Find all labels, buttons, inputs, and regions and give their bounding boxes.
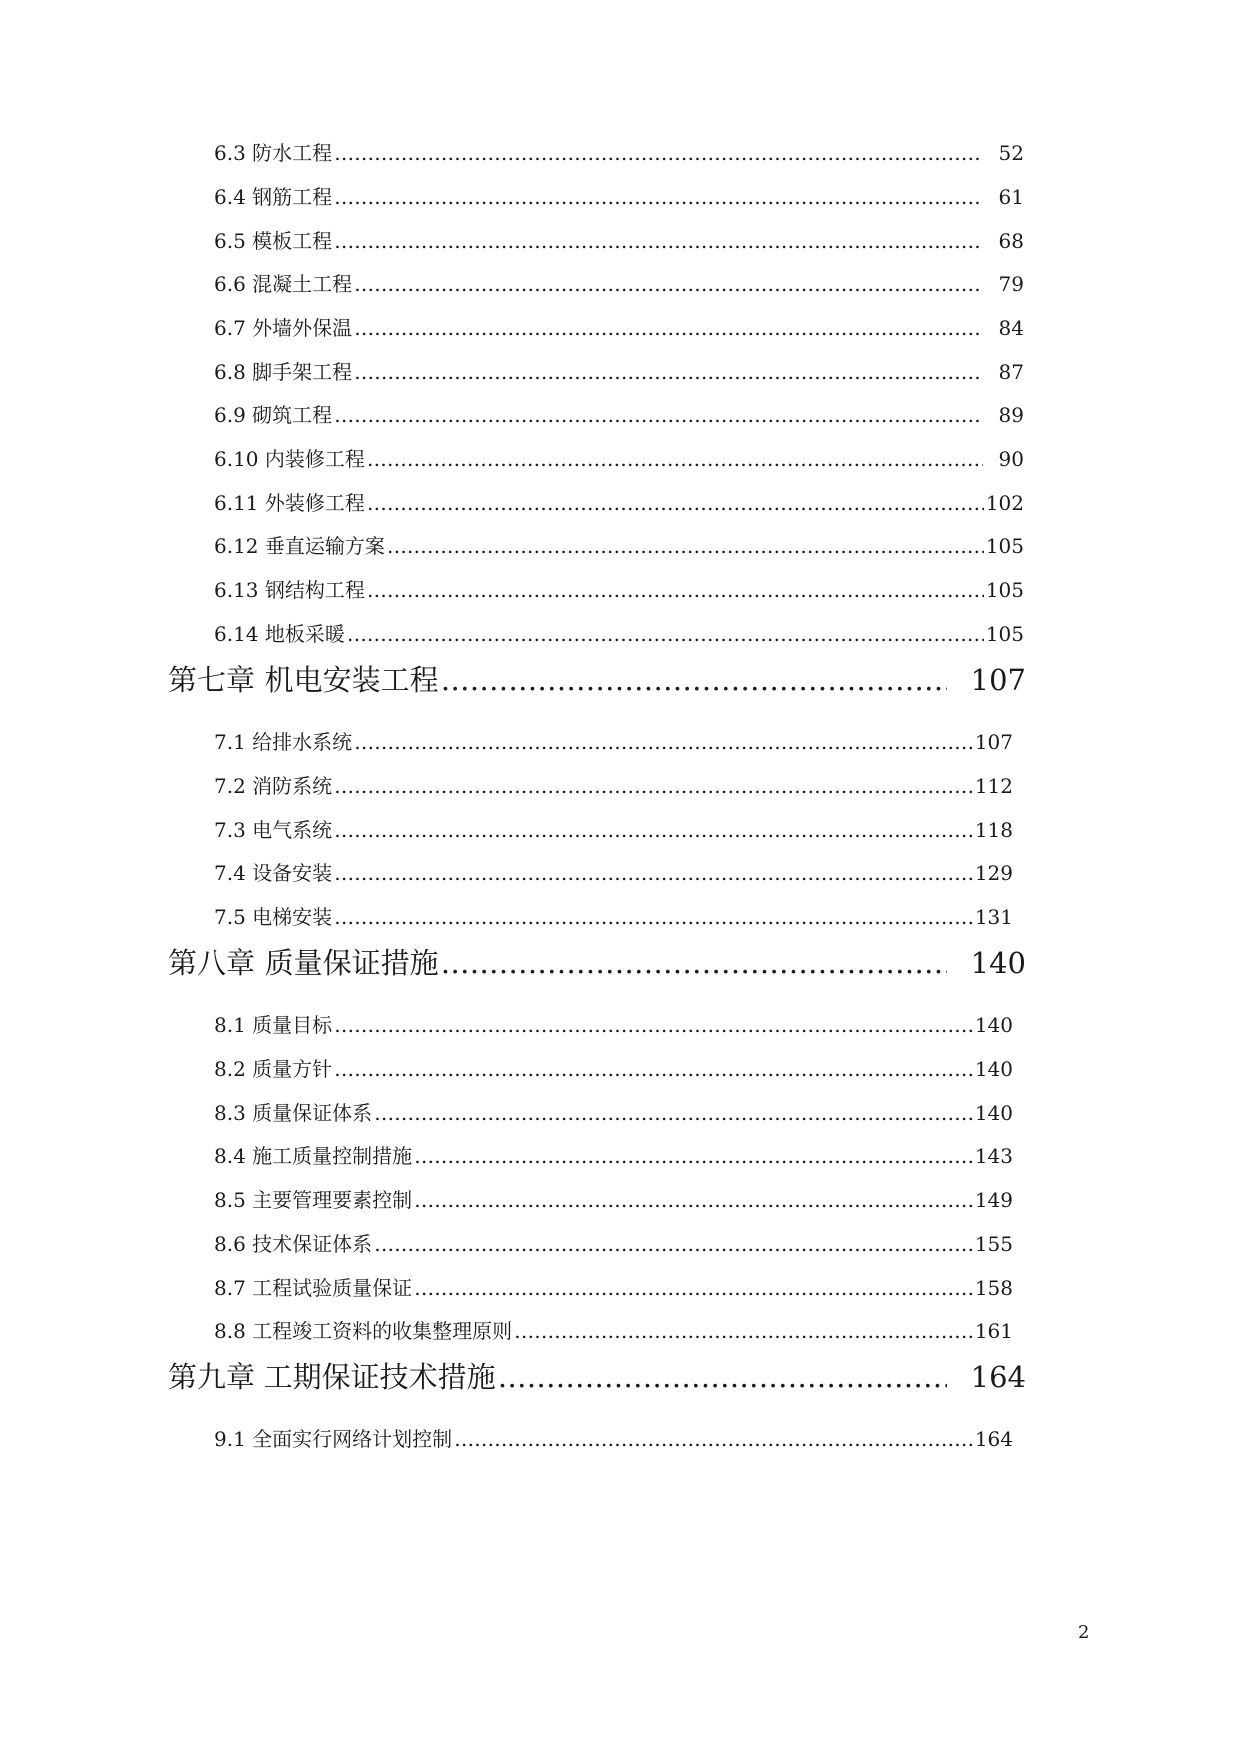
- toc-chapter-entry[interactable]: [168, 658, 1026, 698]
- toc-section-entry[interactable]: [214, 1053, 1013, 1081]
- toc-section-entry[interactable]: [214, 901, 1013, 929]
- section-title: 7.2 消防系统: [214, 774, 333, 798]
- toc-page-number: 89: [998, 403, 1024, 427]
- dot-leader: [334, 1013, 973, 1037]
- dot-leader: [454, 1427, 973, 1451]
- toc-page-number: 107: [974, 730, 1013, 754]
- toc-section-entry[interactable]: [214, 312, 1024, 340]
- toc-section-entry[interactable]: [214, 574, 1024, 602]
- section-title: 6.4 钢筋工程: [214, 185, 333, 209]
- toc-page-number: 158: [974, 1276, 1013, 1300]
- toc-chapter-entry[interactable]: [168, 1355, 1026, 1395]
- toc-page-number: 84: [998, 316, 1024, 340]
- toc-section-entry[interactable]: [214, 1097, 1013, 1125]
- dot-leader: [374, 1101, 973, 1125]
- toc-page-number: 68: [998, 229, 1024, 253]
- toc-section-entry[interactable]: [214, 1140, 1013, 1168]
- dot-leader: [334, 1057, 973, 1081]
- dot-leader: [354, 730, 973, 754]
- dot-leader: [334, 905, 973, 929]
- toc-page-number: 140: [974, 1057, 1013, 1081]
- dot-leader: [414, 1144, 973, 1168]
- section-title: 6.10 内装修工程: [214, 447, 365, 471]
- toc-page-number: 105: [985, 534, 1024, 558]
- toc-page-number: 131: [974, 905, 1013, 929]
- chapter-number: 第八章: [168, 946, 256, 980]
- section-title: 7.1 给排水系统: [214, 730, 353, 754]
- toc-page-number: 61: [998, 185, 1024, 209]
- toc-page-number: 118: [974, 818, 1013, 842]
- dot-leader: [334, 141, 982, 165]
- section-title: 6.7 外墙外保温: [214, 316, 353, 340]
- toc-page-number: 161: [974, 1319, 1013, 1343]
- toc-section-entry[interactable]: [214, 268, 1024, 296]
- toc-page-number: 102: [985, 491, 1024, 515]
- dot-leader: [441, 946, 947, 980]
- dot-leader: [334, 861, 973, 885]
- toc-page-number: 52: [998, 141, 1024, 165]
- toc-page-number: 140: [974, 1101, 1013, 1125]
- dot-leader: [414, 1188, 973, 1212]
- toc-section-entry[interactable]: [214, 181, 1024, 209]
- toc-page-number: 105: [985, 578, 1024, 602]
- dot-leader: [334, 229, 982, 253]
- dot-leader: [347, 622, 984, 646]
- section-title: 8.4 施工质量控制措施: [214, 1144, 413, 1168]
- toc-page-number: 79: [998, 272, 1024, 296]
- chapter-title: 机电安装工程: [264, 663, 439, 697]
- page-number: 2: [1078, 1622, 1090, 1643]
- toc-page-number: 143: [974, 1144, 1013, 1168]
- toc-page-number: 112: [974, 774, 1013, 798]
- dot-leader: [367, 578, 984, 602]
- toc-section-entry[interactable]: [214, 1184, 1013, 1212]
- section-title: 7.5 电梯安装: [214, 905, 333, 929]
- dot-leader: [354, 272, 982, 296]
- toc-page-number: 105: [985, 622, 1024, 646]
- chapter-title: 工期保证技术措施: [263, 1360, 496, 1394]
- toc-section-entry[interactable]: [214, 1228, 1013, 1256]
- section-title: 8.8 工程竣工资料的收集整理原则: [214, 1319, 513, 1343]
- toc-section-entry[interactable]: [214, 1315, 1013, 1343]
- section-title: 6.13 钢结构工程: [214, 578, 365, 602]
- section-title: 8.2 质量方针: [214, 1057, 333, 1081]
- section-title: 8.7 工程试验质量保证: [214, 1276, 413, 1300]
- chapter-number: 第九章: [168, 1360, 256, 1394]
- dot-leader: [498, 1360, 947, 1394]
- toc-page-number: 164: [974, 1427, 1013, 1451]
- section-title: 7.3 电气系统: [214, 818, 333, 842]
- section-title: 6.5 模板工程: [214, 229, 333, 253]
- toc-section-entry[interactable]: [214, 356, 1024, 384]
- toc-page-number: 90: [998, 447, 1024, 471]
- toc-section-entry[interactable]: [214, 1009, 1013, 1037]
- section-title: 8.6 技术保证体系: [214, 1232, 373, 1256]
- dot-leader: [354, 360, 982, 384]
- dot-leader: [334, 403, 982, 427]
- toc-page-number: 149: [974, 1188, 1013, 1212]
- toc-page-number: 164: [970, 1360, 1026, 1394]
- section-title: 6.6 混凝土工程: [214, 272, 353, 296]
- toc-section-entry[interactable]: [214, 530, 1024, 558]
- section-title: 9.1 全面实行网络计划控制: [214, 1427, 453, 1451]
- toc-section-entry[interactable]: [214, 1272, 1013, 1300]
- section-title: 8.5 主要管理要素控制: [214, 1188, 413, 1212]
- toc-page-number: 140: [970, 946, 1026, 980]
- section-title: 7.4 设备安装: [214, 861, 333, 885]
- section-title: 6.8 脚手架工程: [214, 360, 353, 384]
- toc-section-entry[interactable]: [214, 726, 1013, 754]
- toc-section-entry[interactable]: [214, 137, 1024, 165]
- toc-section-entry[interactable]: [214, 770, 1013, 798]
- dot-leader: [367, 491, 984, 515]
- section-title: 6.12 垂直运输方案: [214, 534, 385, 558]
- toc-page-number: 140: [974, 1013, 1013, 1037]
- dot-leader: [334, 185, 982, 209]
- dot-leader: [374, 1232, 973, 1256]
- toc-page-number: 155: [974, 1232, 1013, 1256]
- dot-leader: [414, 1276, 973, 1300]
- toc-section-entry[interactable]: [214, 857, 1013, 885]
- section-title: 6.14 地板采暖: [214, 622, 345, 646]
- toc-section-entry[interactable]: [214, 443, 1024, 471]
- dot-leader: [334, 818, 973, 842]
- dot-leader: [354, 316, 982, 340]
- dot-leader: [441, 663, 947, 697]
- toc-section-entry[interactable]: [214, 399, 1024, 427]
- section-title: 6.3 防水工程: [214, 141, 333, 165]
- toc-section-entry[interactable]: [214, 618, 1024, 646]
- toc-section-entry[interactable]: [214, 814, 1013, 842]
- toc-section-entry[interactable]: [214, 487, 1024, 515]
- section-title: 6.9 砌筑工程: [214, 403, 333, 427]
- chapter-number: 第七章: [168, 663, 256, 697]
- toc-section-entry[interactable]: [214, 1423, 1013, 1451]
- dot-leader: [334, 774, 973, 798]
- toc-page-number: 107: [970, 663, 1026, 697]
- toc-section-entry[interactable]: [214, 225, 1024, 253]
- toc-page-number: 87: [998, 360, 1024, 384]
- chapter-title: 质量保证措施: [264, 946, 439, 980]
- toc-chapter-entry[interactable]: [168, 941, 1026, 981]
- dot-leader: [514, 1319, 973, 1343]
- section-title: 8.1 质量目标: [214, 1013, 333, 1037]
- toc-page-number: 129: [974, 861, 1013, 885]
- dot-leader: [367, 447, 983, 471]
- dot-leader: [387, 534, 984, 558]
- section-title: 6.11 外装修工程: [214, 491, 365, 515]
- section-title: 8.3 质量保证体系: [214, 1101, 373, 1125]
